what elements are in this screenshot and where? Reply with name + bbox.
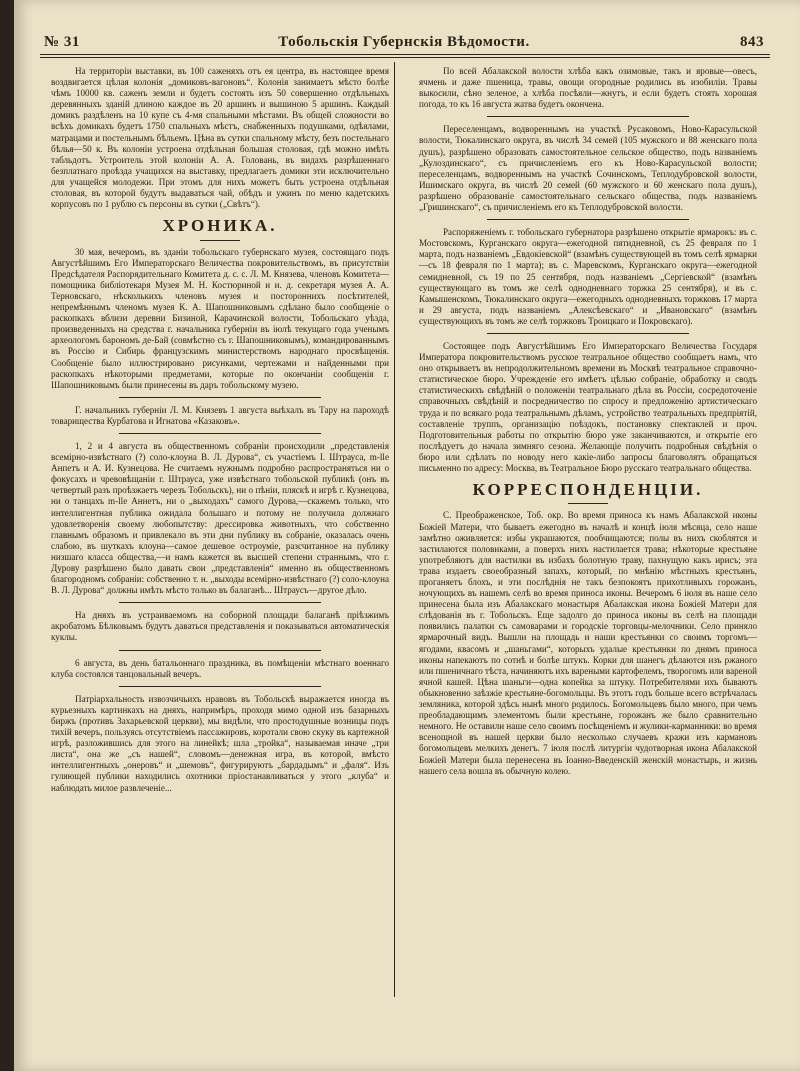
separator [487, 219, 690, 220]
chronicle-dance: 6 августа, въ день батальоннаго праздника, въ помѣщеніи мѣстнаго военнаго клуба состоялся танцовальный вечеръ. [51, 657, 389, 679]
theatre-article: Состоящее подъ Августѣйшимъ Его Императорскаго Величества Государя Императора покровительствомъ русское театральное общество сообщаетъ намъ, что оно открываетъ въ непродолжительномъ времени въ Москвѣ театральное справочно-статистическое бюро. Учрежденіе его имѣетъ цѣлью собраніе, обработку и сводъ статистическихъ свѣдѣній о положеніи театральнаго дѣла въ Россіи, сосредоточеніе справочныхъ свѣдѣній и посредничество по спросу и предложенію артистическаго труда и по всякаго рода театральнымъ дѣламъ, устройство театральныхъ предпріятій, составленіе труппъ, организацію поѣздокъ, постановку спектаклей и проч. Подготовительныя работы по открытію бюро уже заканчиваются, и открытіе его послѣдуетъ до начала зимняго сезона. Желающіе получить подробныя свѣдѣнія о бюро или сдѣлать по новоду него какіе-либо запросы благоволятъ обращаться письменно по адресу: Москва, въ Театральное Бюро русскаго театральнаго общества. [419, 340, 757, 473]
right-column [419, 66, 757, 783]
newspaper-page [14, 0, 800, 1071]
binding-edge [0, 0, 14, 1071]
separator [119, 397, 322, 398]
separator [119, 433, 322, 434]
separator [487, 333, 690, 334]
separator [119, 650, 322, 651]
settlers-article: Переселенцамъ, водвореннымъ на участкѣ Русаковомъ, Ново-Карасульской волости, Тюкалинскаго округа, въ числѣ 34 семей (105 мужского и 88 женскаго пола душъ), разрѣшено образовать самостоятельное сельское общество, подъ названіемъ „Кулоздинскаго“, съ причисленіемъ его къ Ново-Карасульской волости; переселенцамъ, водвореннымъ на участкѣ Сочинскомъ, Теплодубровской волости, Ишимскаго округа, въ числѣ 20 семей (60 мужского и 60 женскаго пола душъ), разрѣшено образованіе самостоятельнаго сельскаго общества, подъ названіемъ „Гришинскаго“, съ причисленіемъ его къ Теплодубровской волости. [419, 124, 757, 213]
issue-number: № 31 [44, 34, 80, 50]
section-dash [200, 240, 240, 241]
page-header [44, 34, 764, 54]
correspondence-article: С. Преображенское, Тоб. окр. Во время приноса къ намъ Абалакской иконы Божіей Матери, что бываетъ ежегодно въ началѣ и концѣ іюля мѣсяца, село наше замѣтно оживляется: избы украшаются, пообчищаются; полы въ нихъ скоблятся и застилаются половиками, а поверхъ нихъ настилается трава; нѣкоторые крестьяне употребляютъ для настилки въ избахъ болотную траву, пахнущую какъ ирисъ; эта трава издаетъ своеобразный запахъ, который, по мнѣнію мѣстныхъ крестьянъ, проганяетъ блохъ, и эти послѣднія не такъ безпокоятъ прихотливыхъ горожанъ, ночующихъ въ нашемъ селѣ во время приноса иконы. Вечеромъ 6 іюля въ наше село принесена была изъ Абалакскаго монастыря Абалакская икона Божіей Матери для слѣдованія въ г. Тобольскъ. Еще задолго до приноса иконы въ селѣ на площади появились палатки съ самоварами и городскіе торговцы-мелочники. Село приняло ярмарочный видъ. Вышли на площадь и наши крестьянки со своимъ торгомъ—ягодами, квасомъ и „шаньгами“, которыхъ удалые крестьянки по днямъ приноса иконы напекаютъ по сотнѣ и болѣе штукъ. Корки для шанегъ дѣлаются изъ ржаного или пшеничнаго тѣста, начиняютъ ихъ вареными картофелемъ, творогомъ или вареной ячной кашей. Цѣна шаньги—одна копейка за штуку. Потребителями ихъ бываютъ обыкновенно заѣзжіе крестьяне-богомольцы. Въ этотъ годъ больше всего встрѣчалась земляника, которой здѣсь нынѣ много родилось. Богомольцевъ было много, при чемъ преобладающимъ элементомъ были крестьяне, горожанъ же было сравнительно немного. Не оставили наше село своимъ посѣщеніемъ и жулики-карманники: во время всенощной въ нашей церкви было несколько случаевъ кражи изъ кармановъ богомольцевъ мелкихъ денегъ. 7 іюля послѣ литургіи чудотворная икона Абалакской Божіей Матери была перенесена въ Іоанно-Введенскій женскій монастырь, и жизнь нашего села вошла въ обычную колею. [419, 510, 757, 776]
separator [119, 602, 322, 603]
chronicle-museum: 30 мая, вечеромъ, въ зданіи тобольскаго губернскаго музея, состоящаго подъ Августѣйшимъ Его Императорскаго Величества покровительствомъ, въ присутствіи Предсѣдателя Распорядительнаго Комитета д. с. с. Л. М. Князева, членовъ Комитета—помощника библіотекаря Музея М. Н. Костюриной и и. д. секретаря музея А. А. Терновскаго, нѣсколькихъ членовъ музея и постороннихъ посѣтителей, непремѣннымъ членомъ музея К. А. Шапошниковымъ сдѣлано было сообщеніе о раскопкахъ вблизи деревни Бизиной, Карачинской волости, Тобольскаго уѣзда, произведенныхъ на средства г. начальника губерніи въ іюлѣ текущаго года ученымъ археологомъ барономъ де-Бай (совмѣстно съ г. Шапошниковымъ), командированнымъ въ Россію и Сибирь французскимъ министерствомъ народнаго просвѣщенія. Сообщеніе было иллюстрировано рисунками, чертежами и найденными при раскопкахъ нѣкоторыми предметами, которые по окончаніи сообщенія г. Шапошниковымъ были принесены въ даръ тобольскому музею. [51, 246, 389, 390]
chronicle-balagan: На дняхъ въ устраиваемомъ на соборной площади балаганѣ пріѣзжимъ акробатомъ Бѣлковымъ будутъ даваться представленія и показываться автоматическія куклы. [51, 610, 389, 643]
page-number: 843 [740, 34, 764, 50]
harvest-article: По всей Абалакской волости хлѣба какъ озимовые, такъ и яровые—овесъ, ячмень и даже пшеница, травы, овощи огородные родились въ изобиліи. Травы выкосили, сѣно зеленое, а хлѣба посѣяли—жнутъ, и если будетъ стоять хорошая погода, то къ 16 августа жатва будетъ окончена. [419, 66, 757, 110]
chronicle-durov: 1, 2 и 4 августа въ общественномъ собраніи происходили „представленія всемірно-извѣстнаго (?) соло-клоуна В. Л. Дурова“, съ участіемъ І. Штрауса, m-lle Анпетъ и А. И. Кузнецова. Не считаемъ нужнымъ подробно распространяться ни о фокусахъ и чревовѣщаніи г. Штрауса, уже извѣстнаго тобольской публикѣ (онъ въ четвертый разъ проѣзжаетъ черезъ Тобольскъ), ни о пѣніи, пляскѣ и игрѣ г. Кузнецова, ни о танцахъ m-lle Аннетъ, ни о „выходахъ“ самого Дурова,—скажемъ только, что интеллигентная публика ожидала большаго и потому не получила должнаго удовлетворенія своему любопытству: дрессировка животныхъ, что собственно главнымъ образомъ и привлекало въ эти дни публику въ собраніе, оказалась очень слабою, въ шуткахъ клоуна—самое дешевое остроуміе, разсчитанное на публику низшаго класса общества,—и намъ кажется въ высшей степени страннымъ, что г. Дурову разрѣшено было давать свои „представленія“ именно въ общественномъ благородномъ собраніи: собственно т. н. „выходы всемірно-извѣстнаго (?) соло-клоуна В. Л. Дурова“ должны имѣть мѣсто только въ балаганѣ... Штраусъ—другое дѣло. [51, 440, 389, 596]
fairs-article: Распоряженіемъ г. тобольскаго губернатора разрѣшено открытіе ярмарокъ: въ с. Мостовскомъ, Курганскаго округа—ежегодной пятидневной, съ 25 февраля по 1 марта, подъ названіемъ „Евдокіевской“ (взамѣнъ существующей въ томъ селѣ ярмарки—съ 18 февраля по 1 марта); въ с. Маревскомъ, Курганскаго округа—ежегодной семидневной, съ 19 по 25 сентября, подъ названіемъ „Сергіевской“ (взамѣнъ существующаго въ томъ же селѣ однодневнаго торжка 25 сентября), и въ с. Камышенскомъ, Тюкалинскаго округа—ежегодныхъ однодневныхъ торжковъ 17 марта и 29 августа, подъ названіемъ „Алексѣевскаго“ и „Ивановскаго“ (взамѣнъ существующихъ въ томъ же селѣ торжковъ Троицкаго и Покровскаго). [419, 227, 757, 326]
newspaper-title: Тобольскія Губернскія Вѣдомости. [278, 34, 530, 50]
column-divider [394, 62, 395, 997]
section-dash [568, 503, 608, 504]
header-rule [40, 54, 770, 55]
section-heading-correspondence: КОРРЕСПОНДЕНЦІИ. [472, 480, 704, 500]
separator [487, 116, 690, 117]
section-heading-chronicle: ХРОНИКА. [162, 216, 278, 236]
chronicle-coachmen: Патріархальность извозчичьихъ нравовъ въ Тобольскѣ выражается иногда въ курьезныхъ картинкахъ на дняхъ, напримѣръ, проходя мимо одной изъ базарныхъ биржъ (противъ Захарьевской церкви), мы видѣли, что простодушные возницы подъ тихій вечеръ, пользуясь отсутствіемъ пассажировъ, коротали свою скуку въ картежной игрѣ, разложившись для этого на линейкѣ; шла „тройка“, называемая иначе „три листа“, она же „съ нашей“, словомъ—денежная игра, въ которой, вмѣсто интеллигентныхъ „онеровъ“ и „шемовъ“, фигурируютъ „бардадымъ“ и „фаля“. Изъ гуляющей публики находились охотники пріостанавливаться у этого „клуба“ и наблюдать милое развлеченіе... [51, 693, 389, 793]
header-rule-thin [40, 57, 770, 58]
separator [119, 686, 322, 687]
exhibition-article: На территоріи выставки, въ 100 саженяхъ отъ ея центра, въ настоящее время воздвигается цѣлая колонія „домиковъ-вагоновъ“. Колонія занимаетъ мѣсто болѣе чѣмъ 10000 кв. саженъ земли и будетъ состоять изъ 50 совершенно отдѣльныхъ деревянныхъ зданій длиною каждое въ 20 аршинъ и вышиною 5 аршинъ. Каждый домикъ раздѣленъ на 10 купе съ 4-мя спальными мѣстами. Въ общей сложности во всѣхъ домикахъ будетъ 1750 спальныхъ мѣстъ, снабженныхъ подушками, одѣялами, матрацами и постельнымъ бѣльемъ. Цѣна въ сутки спальному мѣсту, безъ постельнаго бѣлья—50 к. Въ колоніи устроена отдѣльная большая столовая, гдѣ можно имѣть табльдотъ. Устроитель этой колоніи А. А. Головань, въ видахъ разрѣшеннаго безплатнаго проѣзда учащихся на выставку, предлагаетъ домики эти исключительно для учащейся молодежи. При этомъ для нихъ можетъ быть устроена отдѣльная столовая, въ которой будутъ выдаваться чай, обѣдъ и ужинъ по меню кадетскихъ корпусовъ по 1 рублю съ персоны въ сутки („Свѣтъ“). [51, 66, 389, 210]
chronicle-governor: Г. начальникъ губерніи Л. М. Князевъ 1 августа выѣхалъ въ Тару на пароходѣ товарищества Курбатова и Игнатова «Казаковъ». [51, 404, 389, 426]
left-column [51, 66, 389, 800]
